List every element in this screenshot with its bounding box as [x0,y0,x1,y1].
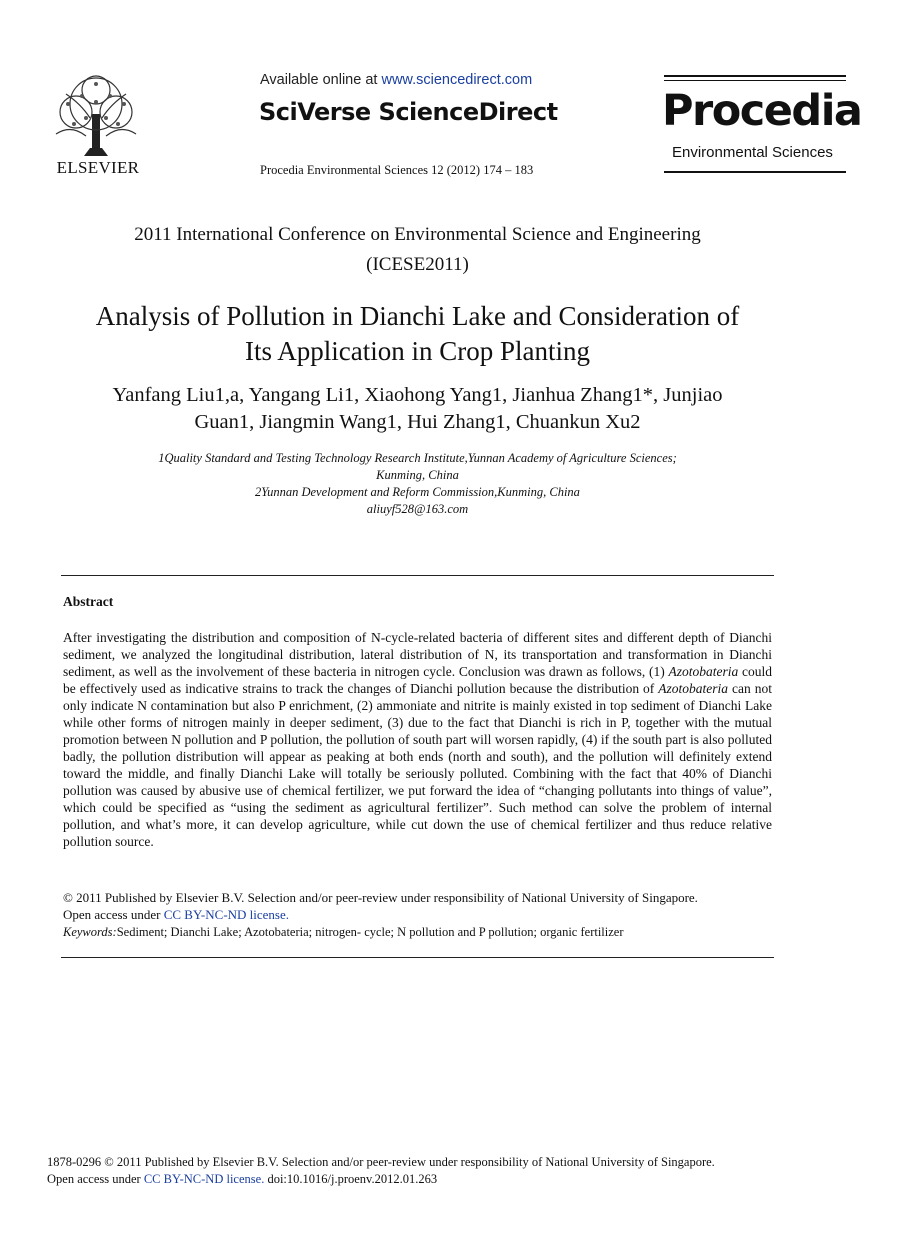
affiliation-line: 2Yunnan Development and Reform Commission,Kunming, China [255,485,580,499]
publisher-name: ELSEVIER [56,158,140,177]
abstract-part: can not only indicate N contamination but also P enrichment, (2) ammoniate and nitrite is mainly existed in top sediment of Dianchi Lake while other forms of nitrogen mainly in deeper sediment, (3) due to the fact that Dianchi is rich in P, together with the mutual promotion between N pollution and P pollution, the pollution of south part will worsen rapidly, (4) if the south part is also polluted badly, the pollution distribution will appear as peaking at both ends (north and south), and the pollution will definitely extend toward the middle, and finally Dianchi Lake will totally be seriously polluted. Combining with the fact that 40% of Dianchi pollution was caused by abusive use of chemical fertilizer, we put forward the idea of “changing pollutants into things of value”, which could be specified as “using the sediment as agricultural fertilizer”. Such method can solve the problem of internal pollution, and what’s more, it can develop agriculture, while cut down the use of chemical fertilizer and thus reduce relative pollution source. [63,681,772,849]
abstract-part: After investigating the distribution and composition of N-cycle-related bacteria of different sites and different depth of Dianchi sediment, we analyzed the longitudinal distribution, lateral distribution of N, its transportation and transformation in Dianchi sediment, as well as the involvement of these bacteria in nitrogen cycle. Conclusion was drawn as follows, (1) [63,630,772,679]
procedia-rule [664,80,846,81]
title-line-1: Analysis of Pollution in Dianchi Lake and Consideration of [95,301,740,331]
authors-line-1: Yanfang Liu1,a, Yangang Li1, Xiaohong Yang1, Jianhua Zhang1*, Junjiao [112,384,723,406]
conference-name [30,220,805,280]
affiliation-line: Kunming, China [376,468,459,482]
keywords-text: Sediment; Dianchi Lake; Azotobateria; nitrogen- cycle; N pollution and P pollution; organic fertilizer [116,925,624,939]
footer-license-link[interactable]: CC BY-NC-ND license. [143,1172,265,1186]
sciverse-logo-text: SciVerse ScienceDirect [259,98,558,126]
procedia-rule [664,171,846,173]
conference-line-1: 2011 International Conference on Environmental Science and Engineering [134,224,701,245]
keywords-label: Keywords: [63,925,117,939]
paper-title [30,299,805,369]
license-link[interactable]: CC BY-NC-ND license. [163,907,290,922]
conference-line-2: (ICESE2011) [366,254,469,275]
abstract-part: could be effectively used as indicative strains to track the changes of Dianchi pollution because the distribution of [63,664,772,696]
sciencedirect-link[interactable]: www.sciencedirect.com [381,72,533,88]
doi: doi:10.1016/j.proenv.2012.01.263 [264,1172,438,1186]
authors [30,382,805,436]
abstract-term: Azotobateria [658,681,729,696]
keywords [63,925,775,940]
open-access-label: Open access under [63,907,164,922]
abstract-term: Azotobateria [668,664,739,679]
copyright-notice [63,889,775,923]
journal-reference: Procedia Environmental Sciences 12 (2012) 174 – 183 [260,163,534,177]
footer-open-access [47,1171,715,1188]
section-divider [61,957,774,958]
abstract-text [63,629,772,850]
procedia-title: Procedia [662,86,862,136]
page-footer [47,1154,715,1188]
affiliations [30,450,805,518]
title-line-2: Its Application in Crop Planting [245,336,590,366]
author-email[interactable]: aliuyf528@163.com [366,502,469,516]
procedia-subtitle: Environmental Sciences [672,144,833,161]
authors-line-2: Guan1, Jiangmin Wang1, Hui Zhang1, Chuankun Xu2 [194,411,641,433]
available-online [260,72,580,88]
affiliation-line: 1Quality Standard and Testing Technology Research Institute,Yunnan Academy of Agriculture Sciences; [158,451,677,465]
available-prefix: Available online at [260,72,382,88]
abstract-heading: Abstract [63,594,114,609]
open-access-line [63,906,775,923]
copyright-line: © 2011 Published by Elsevier B.V. Selection and/or peer-review under responsibility of National University of Singapore. [63,890,698,905]
footer-copyright: 1878-0296 © 2011 Published by Elsevier B.V. Selection and/or peer-review under responsibility of National University of Singapore. [47,1155,715,1169]
section-divider [61,575,774,576]
procedia-rule [664,75,846,77]
footer-open-access-label: Open access under [47,1172,144,1186]
